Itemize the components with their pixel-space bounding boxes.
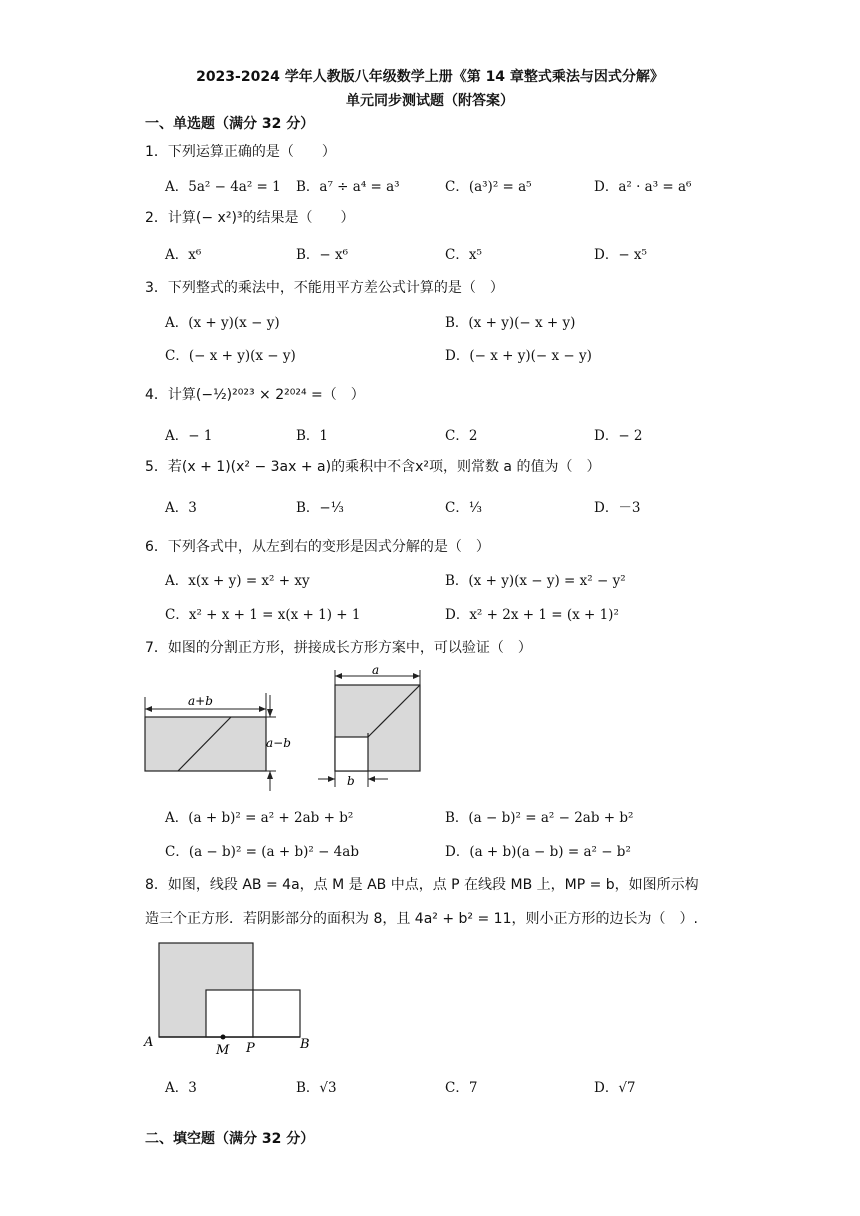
doc-title-line2: 单元同步测试题（附答案） [346,93,514,109]
question-7-option-b: B．(a − b)² = a² − 2ab + b² [445,810,634,826]
question-4-option-c: C．2 [445,428,478,444]
label-point-m: M [216,1043,230,1058]
label-b: b [347,774,355,788]
label-a-minus-b: a−b [266,736,291,750]
question-2-option-a: A．x⁶ [165,247,202,263]
question-6-option-a: A．x(x + y) = x² + xy [165,573,310,589]
question-8-stem-line1: 8．如图，线段 AB = 4a，点 M 是 AB 中点，点 P 在线段 MB 上，MP = b，如图所示构 [145,877,699,893]
question-3-option-a: A．(x + y)(x − y) [165,315,280,331]
question-3-option-b: B．(x + y)(− x + y) [445,315,576,331]
question-7-option-d: D．(a + b)(a − b) = a² − b² [445,844,631,860]
question-6-option-b: B．(x + y)(x − y) = x² − y² [445,573,626,589]
label-a: a [372,665,380,677]
label-point-b: B [300,1037,310,1052]
question-3-option-d: D．(− x + y)(− x − y) [445,348,592,364]
question-6-option-d: D．x² + 2x + 1 = (x + 1)² [445,607,619,623]
question-8-option-a: A．3 [165,1080,197,1096]
question-6-stem: 6．下列各式中，从左到右的变形是因式分解的是（ ） [145,539,490,555]
question-7-stem: 7．如图的分割正方形，拼接成长方形方案中，可以验证（ ） [145,640,532,656]
question-2-option-b: B．− x⁶ [296,247,349,263]
question-1-stem: 1．下列运算正确的是（ ） [145,144,336,160]
question-4-option-a: A．− 1 [165,428,213,444]
question-8-stem-line2: 造三个正方形．若阴影部分的面积为 8，且 4a² + b² = 11，则小正方形的边长为（ ）. [145,911,698,927]
question-5-option-d: D．－3 [594,500,641,516]
question-5-stem: 5．若(x + 1)(x² − 3ax + a)的乘积中不含x²项，则常数 a 的值为（ ） [145,459,601,475]
section-heading-single-choice: 一、单选题（满分 32 分） [145,116,315,132]
question-8-option-b: B．√3 [296,1080,337,1096]
question-6-option-c: C．x² + x + 1 = x(x + 1) + 1 [165,607,361,623]
question-1-option-b: B．a⁷ ÷ a⁴ = a³ [296,179,400,195]
doc-title-line1: 2023-2024 学年人教版八年级数学上册《第 14 章整式乘法与因式分解》 [196,69,664,85]
question-5-option-a: A．3 [165,500,197,516]
question-3-stem: 3．下列整式的乘法中，不能用平方差公式计算的是（ ） [145,280,504,296]
label-point-p: P [246,1041,255,1056]
section-heading-fill-in: 二、填空题（满分 32 分） [145,1131,315,1147]
question-1-option-c: C．(a³)² = a⁵ [445,179,532,195]
question-8-figure [140,938,340,1058]
figure-rectangle-left [145,693,291,791]
question-7-option-a: A．(a + b)² = a² + 2ab + b² [165,810,354,826]
question-4-stem: 4．计算(−½)²⁰²³ × 2²⁰²⁴ =（ ） [145,387,365,403]
question-5-option-b: B．−⅓ [296,500,344,516]
question-1-option-d: D．a² · a³ = a⁶ [594,179,692,195]
question-4-option-b: B．1 [296,428,329,444]
question-8-option-d: D．√7 [594,1080,636,1096]
label-a-plus-b: a+b [188,694,213,708]
question-2-option-d: D．− x⁵ [594,247,647,263]
question-2-stem: 2．计算(− x²)³的结果是（ ） [145,210,355,226]
question-1-option-a: A．5a² − 4a² = 1 [165,179,281,195]
middle-square [206,990,253,1037]
figure-square-right [318,665,420,788]
question-4-option-d: D．− 2 [594,428,643,444]
question-7-figure [140,665,440,795]
point-m-dot [221,1035,226,1040]
small-square [253,990,300,1037]
question-3-option-c: C．(− x + y)(x − y) [165,348,296,364]
question-5-option-c: C．⅓ [445,500,482,516]
question-2-option-c: C．x⁵ [445,247,482,263]
question-8-option-c: C．7 [445,1080,478,1096]
question-7-option-c: C．(a − b)² = (a + b)² − 4ab [165,844,359,860]
label-point-a: A [144,1035,154,1050]
